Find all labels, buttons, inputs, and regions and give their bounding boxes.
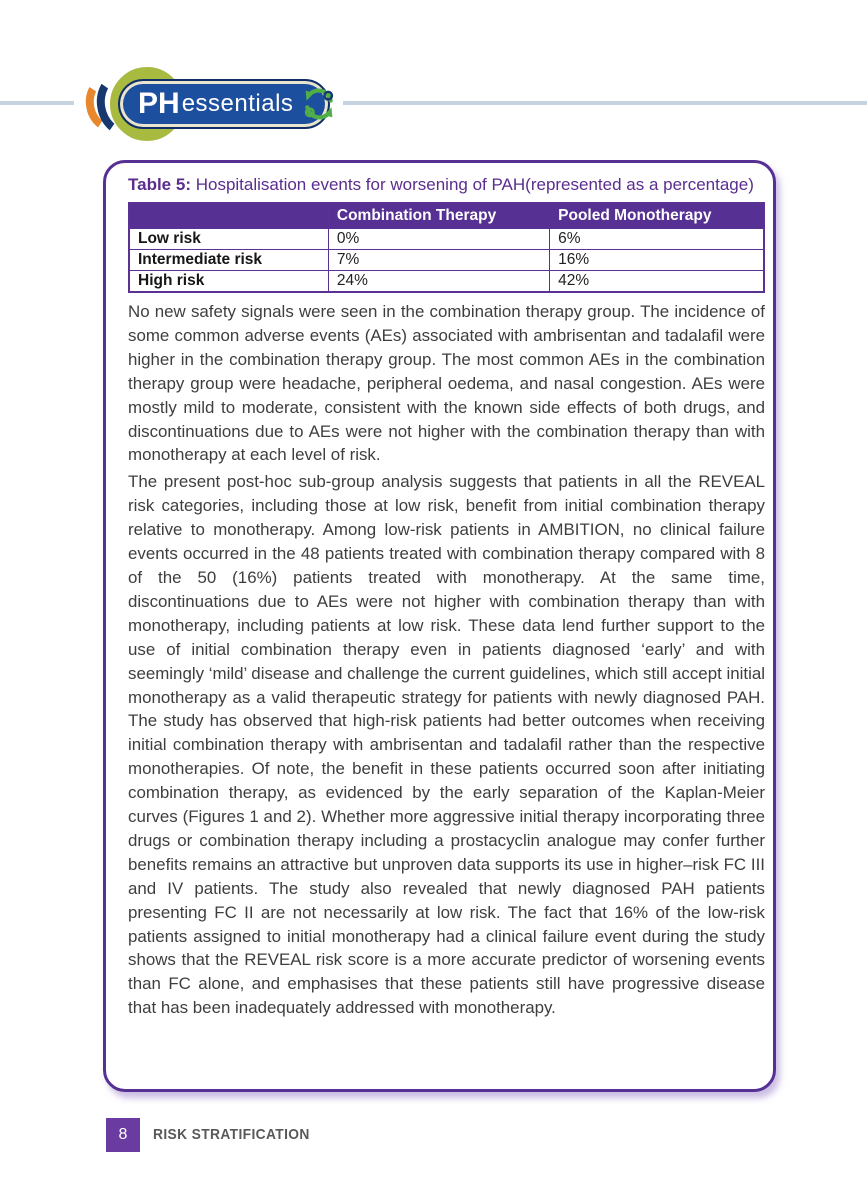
row-label: High risk [129,271,328,293]
logo-pill [118,79,330,129]
cell-monotherapy: 16% [550,250,764,271]
table5-header-row [129,203,764,229]
paragraph-safety: No new safety signals were seen in the combination therapy group. The incidence of some common adverse events (AEs) associated with ambrisentan and tadalafil were higher in the combination therapy group. The most common AEs in the combination therapy group were headache, peripheral oedema, and nasal congestion. AEs were mostly mild to moderate, consistent with the known side effects of both drugs, and discontinuations due to AEs were not higher with the combination therapy than with monotherapy at each level of risk. [128,302,765,465]
content-panel [103,160,776,1092]
header-rule-right [343,101,867,105]
row-label: Low risk [129,229,328,250]
logo-brand-rest: essentials [181,90,294,117]
cycle-arrows-icon [299,84,339,124]
footer-section-title: RISK STRATIFICATION [153,1126,310,1143]
cell-monotherapy: 6% [550,229,764,250]
logo-brand-bold: PH [138,87,180,120]
table-row-intermediate-risk [129,250,764,271]
article-body [128,300,765,1020]
table5-header-empty [129,203,328,229]
cell-combination: 7% [328,250,549,271]
header-rule-left [0,101,74,105]
cell-combination: 24% [328,271,549,293]
ph-essentials-logo [84,60,344,148]
table5 [128,202,765,293]
table-row-low-risk [129,229,764,250]
table5-caption-text: Hospitalisation events for worsening of PAH(represented as a percentage) [190,175,754,194]
cell-monotherapy: 42% [550,271,764,293]
paragraph-analysis: The present post-hoc sub-group analysis suggests that patients in all the REVEAL risk categories, including those at low risk, benefit from initial combination therapy relative to monotherapy. Among low-risk patients in AMBITION, no clinical failure events occurred in the 48 patients treated with combination therapy compared with 8 of the 50 (16%) patients treated with monotherapy. At the same time, discontinuations due to AEs were not higher with combination therapy than with monotherapy, including patients at low risk. These data lend further support to the use of initial combination therapy even in patients diagnosed ‘early’ and with seemingly ‘mild’ disease and challenge the current guidelines, which still accept initial monotherapy as a valid therapeutic strategy for patients with newly diagnosed PAH. The study has observed that high-risk patients had better outcomes when receiving initial combination therapy with ambrisentan and tadalafil rather than the respective monotherapies. Of note, the benefit in these patients occurred soon after initiating combination therapy, as evidenced by the early separation of the Kaplan-Meier curves (Figures 1 and 2). Whether more aggressive initial therapy incorporating three drugs or combination therapy including a prostacyclin analogue may confer further benefits remains an attractive but unproven data supports its use in higher–risk FC III and IV patients. The study also revealed that newly diagnosed PAH patients presenting FC II are not necessarily at low risk. The fact that 16% of the low-risk patients assigned to initial monotherapy had a clinical failure event during the study shows that the REVEAL risk score is a more accurate predictor of worsening events than FC alone, and emphasises that these patients still have progressive disease that has been inadequately addressed with monotherapy. [128,472,765,1018]
table-row-high-risk [129,271,764,293]
table5-caption [128,174,759,196]
table5-header-pooled-monotherapy: Pooled Monotherapy [550,203,764,229]
table5-header-combination-therapy: Combination Therapy [328,203,549,229]
page-number-badge: 8 [106,1118,140,1152]
table5-caption-label: Table 5: [128,175,191,194]
cell-combination: 0% [328,229,549,250]
row-label: Intermediate risk [129,250,328,271]
